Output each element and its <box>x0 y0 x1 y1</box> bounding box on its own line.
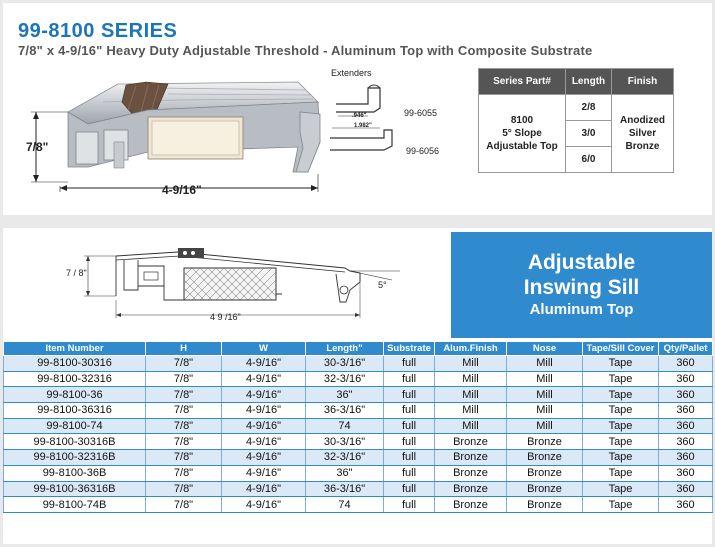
cell-w: 4-9/16" <box>222 356 306 372</box>
cell-substrate: full <box>384 481 435 497</box>
cell-substrate: full <box>384 465 435 481</box>
cell-qty-pallet: 360 <box>659 434 713 450</box>
cell-alum-finish: Mill <box>435 356 507 372</box>
cell-qty-pallet: 360 <box>659 481 713 497</box>
spec-series-slope: 5° Slope <box>502 128 542 139</box>
items-header-w: W <box>222 342 306 356</box>
cell-w: 4-9/16" <box>222 497 306 513</box>
cell-alum-finish: Bronze <box>435 481 507 497</box>
extender-dim-2: 1.982" <box>354 123 372 129</box>
cell-alum-finish: Bronze <box>435 465 507 481</box>
spec-length-cell: 6/0 <box>566 147 612 173</box>
items-header-substrate: Substrate <box>384 342 435 356</box>
cell-length: 32-3/16" <box>306 450 384 466</box>
cell-nose: Mill <box>507 371 583 387</box>
cell-h: 7/8" <box>146 403 222 419</box>
cell-h: 7/8" <box>146 418 222 434</box>
height-dimension-label: 7/8" <box>26 140 49 154</box>
spec-length-cell: 2/8 <box>566 95 612 121</box>
cell-substrate: full <box>384 418 435 434</box>
table-row <box>4 465 713 481</box>
cell-item-number: 99-8100-32316B <box>4 450 146 466</box>
spec-series-part-cell <box>479 95 566 173</box>
spec-finish-cell <box>612 95 674 173</box>
cell-tape-sill-cover: Tape <box>583 371 659 387</box>
cell-nose: Bronze <box>507 497 583 513</box>
items-header-nose: Nose <box>507 342 583 356</box>
items-header-length: Length" <box>306 342 384 356</box>
table-row <box>4 356 713 372</box>
cell-qty-pallet: 360 <box>659 403 713 419</box>
table-row <box>4 403 713 419</box>
cell-substrate: full <box>384 371 435 387</box>
cell-item-number: 99-8100-74 <box>4 418 146 434</box>
product-title-line3: Aluminum Top <box>529 301 634 318</box>
cell-length: 74 <box>306 497 384 513</box>
cell-tape-sill-cover: Tape <box>583 497 659 513</box>
cell-nose: Mill <box>507 356 583 372</box>
cell-nose: Bronze <box>507 450 583 466</box>
cell-qty-pallet: 360 <box>659 450 713 466</box>
table-row <box>4 450 713 466</box>
cell-length: 30-3/16" <box>306 356 384 372</box>
product-title-line1: Adjustable <box>527 251 636 274</box>
extender-part-1: 99-6055 <box>404 108 438 118</box>
cell-w: 4-9/16" <box>222 387 306 403</box>
cell-substrate: full <box>384 387 435 403</box>
cell-tape-sill-cover: Tape <box>583 465 659 481</box>
table-row <box>4 481 713 497</box>
cell-length: 36-3/16" <box>306 481 384 497</box>
cell-qty-pallet: 360 <box>659 356 713 372</box>
profile-width-label: 4 9 /16" <box>210 312 241 322</box>
spec-finish-bronze: Bronze <box>625 141 660 152</box>
items-header-qty-pallet: Qty/Pallet <box>659 342 713 356</box>
width-dimension-label: 4-9/16" <box>162 183 202 197</box>
cell-tape-sill-cover: Tape <box>583 481 659 497</box>
table-row <box>4 371 713 387</box>
cell-length: 36" <box>306 387 384 403</box>
cell-substrate: full <box>384 434 435 450</box>
cell-nose: Mill <box>507 418 583 434</box>
series-spec-table <box>478 68 674 173</box>
spec-series-type: Adjustable Top <box>486 141 558 152</box>
items-header-alum-finish: Alum.Finish <box>435 342 507 356</box>
cell-w: 4-9/16" <box>222 434 306 450</box>
cell-alum-finish: Mill <box>435 387 507 403</box>
extender-part-2: 99-6056 <box>406 146 440 156</box>
cell-qty-pallet: 360 <box>659 465 713 481</box>
cell-h: 7/8" <box>146 481 222 497</box>
cell-substrate: full <box>384 356 435 372</box>
cell-substrate: full <box>384 497 435 513</box>
cell-h: 7/8" <box>146 371 222 387</box>
table-row <box>4 418 713 434</box>
cell-qty-pallet: 360 <box>659 418 713 434</box>
spec-finish-silver: Anodized Silver <box>620 115 665 139</box>
items-header-row <box>4 342 713 356</box>
spec-header-series-part: Series Part# <box>479 69 566 95</box>
items-header-h: H <box>146 342 222 356</box>
cell-h: 7/8" <box>146 450 222 466</box>
cell-item-number: 99-8100-30316 <box>4 356 146 372</box>
table-row <box>4 497 713 513</box>
items-header-item-number: Item Number <box>4 342 146 356</box>
cell-alum-finish: Mill <box>435 418 507 434</box>
extender-dim-1: .946" <box>352 113 367 119</box>
cell-length: 36" <box>306 465 384 481</box>
cell-item-number: 99-8100-36316B <box>4 481 146 497</box>
cell-h: 7/8" <box>146 434 222 450</box>
cell-alum-finish: Bronze <box>435 450 507 466</box>
product-title-box <box>451 232 712 338</box>
cell-w: 4-9/16" <box>222 403 306 419</box>
cell-tape-sill-cover: Tape <box>583 356 659 372</box>
cell-tape-sill-cover: Tape <box>583 403 659 419</box>
cell-alum-finish: Bronze <box>435 434 507 450</box>
items-header-tape-sill-cover: Tape/Sill Cover <box>583 342 659 356</box>
cell-nose: Bronze <box>507 481 583 497</box>
table-row <box>4 434 713 450</box>
cell-w: 4-9/16" <box>222 465 306 481</box>
cell-qty-pallet: 360 <box>659 371 713 387</box>
cell-nose: Bronze <box>507 434 583 450</box>
cell-w: 4-9/16" <box>222 418 306 434</box>
cell-nose: Mill <box>507 403 583 419</box>
cell-substrate: full <box>384 450 435 466</box>
cell-nose: Bronze <box>507 465 583 481</box>
cell-item-number: 99-8100-74B <box>4 497 146 513</box>
cell-item-number: 99-8100-36 <box>4 387 146 403</box>
cell-tape-sill-cover: Tape <box>583 434 659 450</box>
cell-length: 30-3/16" <box>306 434 384 450</box>
series-subtitle: 7/8" x 4-9/16" Heavy Duty Adjustable Threshold - Aluminum Top with Composite Substrate <box>18 43 593 58</box>
cell-item-number: 99-8100-36B <box>4 465 146 481</box>
profile-height-label: 7 / 8" <box>66 268 87 278</box>
cell-w: 4-9/16" <box>222 450 306 466</box>
cell-nose: Mill <box>507 387 583 403</box>
profile-slope-label: 5° <box>378 280 387 290</box>
cell-qty-pallet: 360 <box>659 387 713 403</box>
spec-series-number: 8100 <box>510 115 534 126</box>
cell-item-number: 99-8100-36316 <box>4 403 146 419</box>
spec-header-finish: Finish <box>612 69 674 95</box>
cell-alum-finish: Mill <box>435 403 507 419</box>
cell-tape-sill-cover: Tape <box>583 387 659 403</box>
cell-tape-sill-cover: Tape <box>583 450 659 466</box>
cell-tape-sill-cover: Tape <box>583 418 659 434</box>
cell-h: 7/8" <box>146 356 222 372</box>
cell-h: 7/8" <box>146 387 222 403</box>
items-table <box>3 341 713 513</box>
threshold-3d-illustration <box>28 72 328 197</box>
cell-substrate: full <box>384 403 435 419</box>
cell-w: 4-9/16" <box>222 481 306 497</box>
cell-alum-finish: Mill <box>435 371 507 387</box>
cell-item-number: 99-8100-32316 <box>4 371 146 387</box>
cell-length: 74 <box>306 418 384 434</box>
cell-w: 4-9/16" <box>222 371 306 387</box>
series-title: 99-8100 SERIES <box>18 20 178 42</box>
extenders-title: Extenders <box>331 68 372 78</box>
cell-item-number: 99-8100-30316B <box>4 434 146 450</box>
cell-length: 32-3/16" <box>306 371 384 387</box>
cell-h: 7/8" <box>146 497 222 513</box>
cell-qty-pallet: 360 <box>659 497 713 513</box>
spec-length-cell: 3/0 <box>566 121 612 147</box>
table-row <box>4 387 713 403</box>
items-table-body <box>4 356 713 513</box>
product-title-line2: Inswing Sill <box>523 276 640 299</box>
spec-header-length: Length <box>566 69 612 95</box>
cell-h: 7/8" <box>146 465 222 481</box>
cell-alum-finish: Bronze <box>435 497 507 513</box>
cell-length: 36-3/16" <box>306 403 384 419</box>
